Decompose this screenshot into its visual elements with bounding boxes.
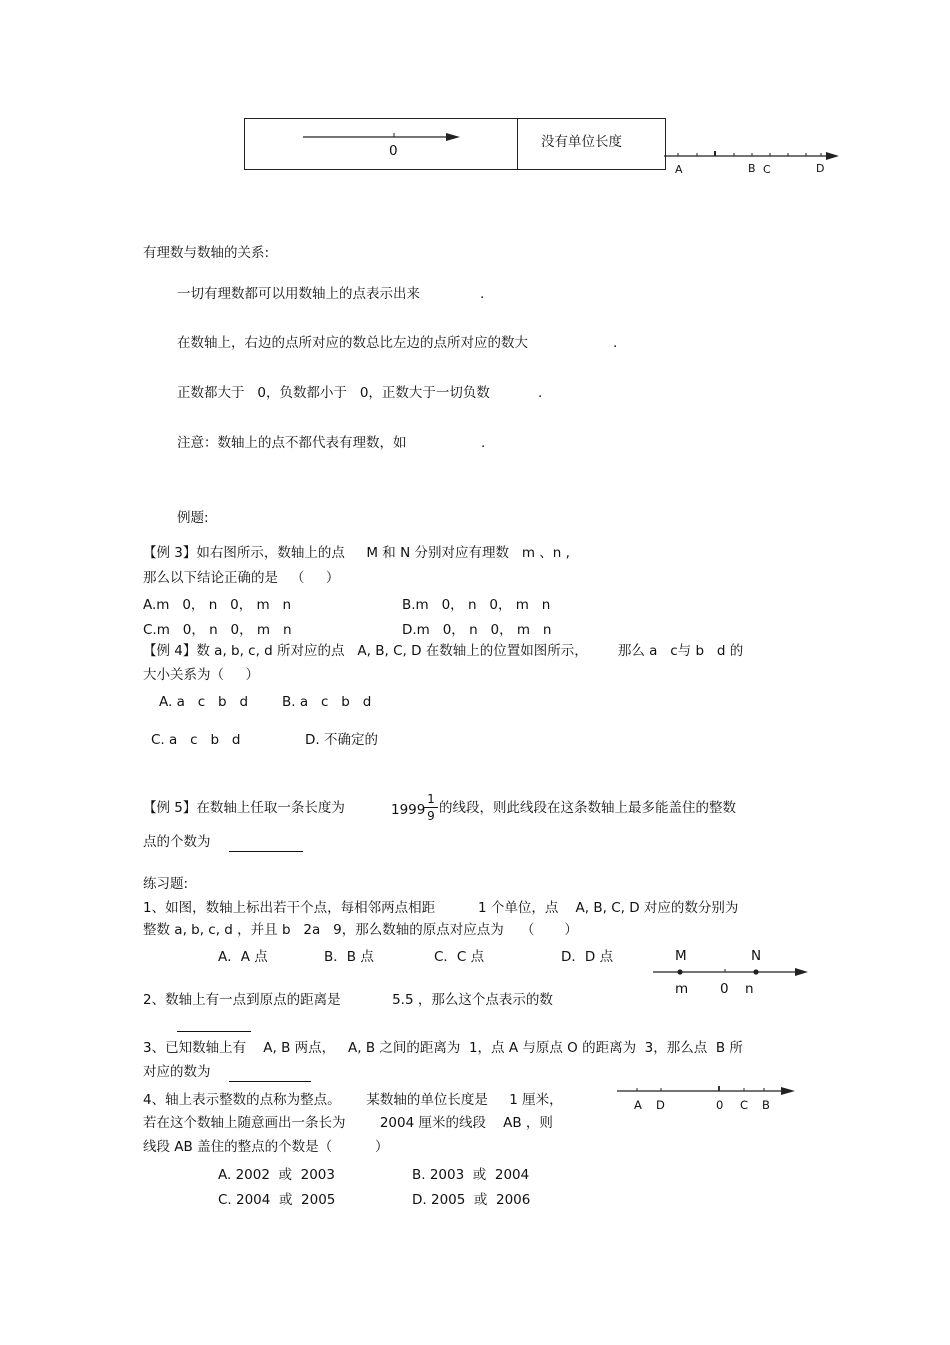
ex3-option-b: B.m 0， n 0， m n	[402, 597, 551, 613]
ex4-option-a: A. a c b d	[159, 694, 249, 710]
q4-option-d: D. 2005 或 2006	[412, 1192, 531, 1208]
rule-3: 正数都大于 0，负数都小于 0，正数大于一切负数	[177, 385, 490, 401]
q3-line2: 对应的数为	[143, 1064, 211, 1080]
rule-1: 一切有理数都可以用数轴上的点表示出来	[177, 286, 420, 302]
mn-axis-label-zero: 0	[720, 981, 729, 997]
q1-option-c: C．C 点	[434, 949, 485, 965]
mn-axis-label-n: n	[745, 981, 754, 997]
mn-number-axis	[653, 964, 813, 980]
ex3-line2: 那么以下结论正确的是 （ ）	[143, 570, 340, 586]
q1-option-a: A．A 点	[218, 949, 268, 965]
ex5-suffix: 的线段，则此线段在这条数轴上最多能盖住的整数	[439, 800, 736, 816]
top-axis-label-c: C	[763, 163, 771, 176]
note: 注意：数轴上的点不都代表有理数，如	[177, 435, 407, 451]
q1-option-d: D．D 点	[561, 949, 614, 965]
rule-1-dot: .	[480, 286, 485, 302]
ex3-option-a: A.m 0， n 0， m n	[143, 597, 292, 613]
top-table-no-unit-text: 没有单位长度	[541, 134, 622, 150]
rule-2-dot: .	[613, 335, 618, 351]
q1-option-b: B．B 点	[324, 949, 374, 965]
q4-line1: 4、轴上表示整数的点称为整点。 某数轴的单位长度是 1 厘米，	[143, 1092, 563, 1108]
ex5-fraction-numerator: 1	[427, 792, 435, 806]
ex4-option-b: B. a c b d	[282, 694, 372, 710]
top-axis-label-d: D	[816, 162, 825, 175]
mn-axis-label-m-upper: M	[675, 948, 687, 964]
fraction-bar	[424, 807, 438, 808]
top-table-zero: 0	[389, 143, 398, 159]
q4-number-axis	[617, 1083, 802, 1099]
q2-answer-blank	[177, 1031, 251, 1032]
top-axis-label-b: B	[748, 162, 756, 175]
rule-3-dot: .	[538, 385, 543, 401]
mn-axis-label-n-upper: N	[751, 948, 762, 964]
q4-axis-label-a: A	[634, 1098, 642, 1112]
ex4-line1: 【例 4】数 a, b, c, d 所对应的点 A, B, C, D 在数轴上的位置如图所示， 那么 a c与 b d 的	[143, 643, 744, 659]
ex5-mixed-whole: 1999	[391, 802, 426, 818]
q4-option-a: A. 2002 或 2003	[218, 1167, 335, 1183]
q4-line3: 线段 AB 盖住的整点的个数是（ ）	[143, 1139, 389, 1155]
q4-axis-label-d: D	[656, 1098, 665, 1112]
ex5-answer-blank	[229, 851, 303, 852]
ex5-prefix: 【例 5】在数轴上任取一条长度为	[143, 800, 345, 816]
q4-axis-label-c: C	[740, 1098, 749, 1112]
top-table-arrow	[300, 128, 465, 148]
q1-line1: 1、如图，数轴上标出若干个点，每相邻两点相距 1 个单位，点 A, B, C, D 对应的数分别为	[143, 900, 739, 916]
mn-axis-label-m: m	[675, 981, 689, 997]
examples-heading: 例题:	[177, 510, 209, 526]
q4-option-b: B. 2003 或 2004	[412, 1167, 530, 1183]
rule-2: 在数轴上，右边的点所对应的数总比左边的点所对应的数大	[177, 335, 528, 351]
ex3-line1: 【例 3】如右图所示，数轴上的点 M 和 N 分别对应有理数 m 、n ,	[143, 545, 570, 561]
q1-line2: 整数 a, b, c, d ，并且 b 2a 9，那么数轴的原点对应点为 （ ）	[143, 922, 578, 938]
q3-answer-blank	[229, 1081, 311, 1082]
practice-heading: 练习题:	[143, 876, 189, 892]
top-axis-label-a: A	[675, 163, 683, 176]
q2-line1: 2、数轴上有一点到原点的距离是 5.5 ，那么这个点表示的数	[143, 992, 553, 1008]
ex4-line2: 大小关系为（ ）	[143, 667, 259, 683]
q4-axis-label-b: B	[762, 1098, 770, 1112]
ex3-option-d: D.m 0， n 0， m n	[402, 622, 552, 638]
section-heading: 有理数与数轴的关系:	[143, 245, 270, 261]
ex4-option-d: D. 不确定的	[305, 732, 378, 748]
q4-axis-label-zero: 0	[716, 1098, 724, 1112]
note-dot: .	[481, 435, 486, 451]
q4-line2: 若在这个数轴上随意画出一条长为 2004 厘米的线段 AB ，则	[143, 1115, 553, 1131]
ex4-option-c: C. a c b d	[151, 732, 241, 748]
q3-line1: 3、已知数轴上有 A, B 两点， A, B 之间的距离为 1，点 A 与原点 O 的距离为 3，那么点 B 所	[143, 1040, 743, 1056]
ex5-fraction-denominator: 9	[427, 809, 435, 823]
ex5-line2: 点的个数为	[143, 834, 211, 850]
q4-option-c: C. 2004 或 2005	[218, 1192, 336, 1208]
ex5-fraction	[424, 793, 438, 822]
ex3-option-c: C.m 0， n 0， m n	[143, 622, 292, 638]
